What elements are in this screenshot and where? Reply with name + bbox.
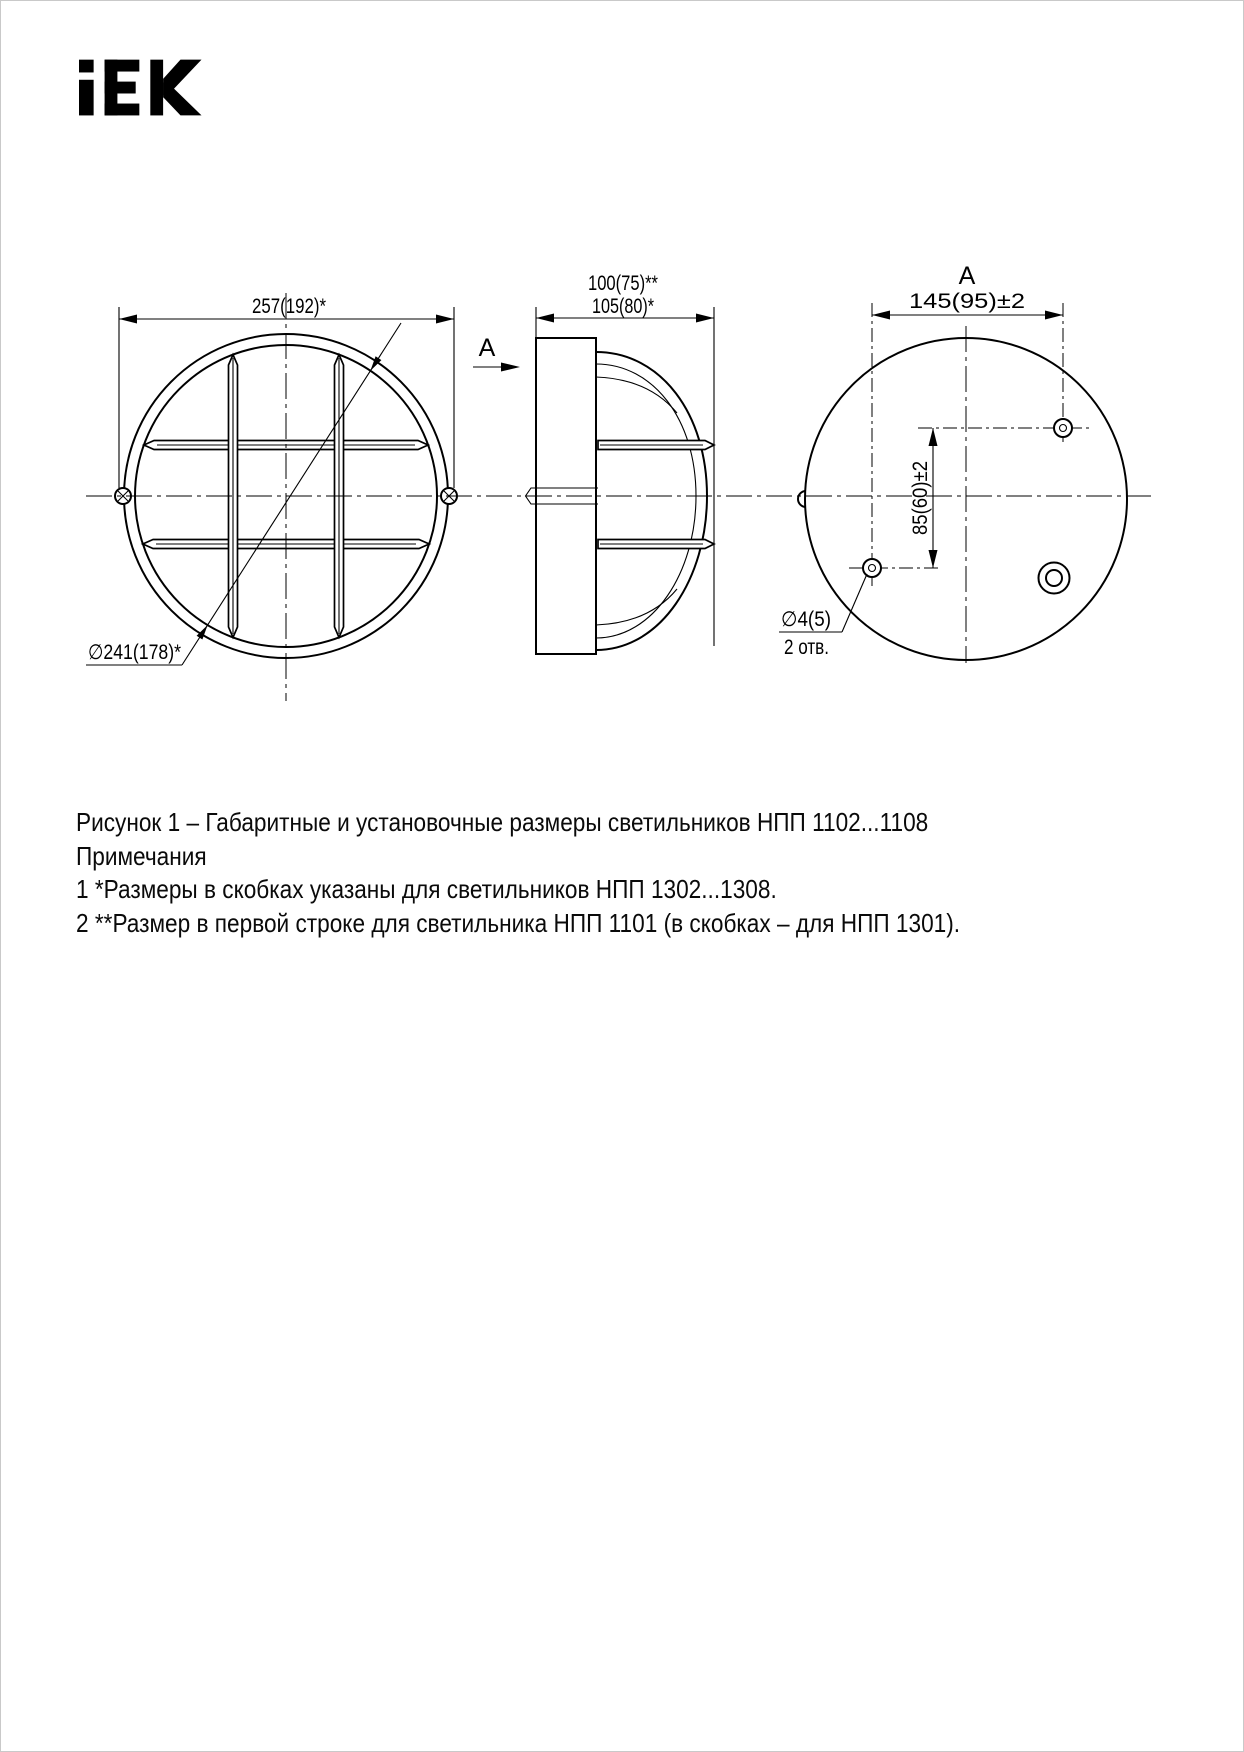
caption-note-2 [76,907,1156,941]
view-a-label: A [958,262,976,290]
side-depth-dim-label-2: 105(80)* [592,295,654,318]
front-dim-arrow-right [436,315,454,324]
caption-note-2-text: 2 **Размер в первой строке для светильника НПП 1101 (в скобках – для НПП 1301). [76,907,961,938]
view-a-hdim-arrow-left [872,311,890,320]
section-marker [473,334,520,372]
side-dome-glass-bottom [596,589,677,625]
view-a [779,262,1127,663]
caption-figure-text: Рисунок 1 – Габаритные и установочные размеры светильников НПП 1102...1108 [76,807,929,837]
figure-caption [76,806,1156,940]
front-dim-arrow-left [119,315,137,324]
view-a-lower-mounting-hole [863,559,881,577]
front-diameter-label: ∅241(178)* [88,641,181,664]
caption-notes-title [76,840,1156,874]
side-dim-arrow-right [696,314,714,323]
view-a-hole-spacing-label: 145(95)±2 [909,290,1025,313]
front-width-dim-label: 257(192)* [252,295,326,318]
view-a-hole-diameter-label: ∅4(5) [781,608,831,631]
caption-note-1-text: 1 *Размеры в скобках указаны для светильников НПП 1302...1308. [76,874,777,904]
view-a-hdim-arrow-right [1045,311,1063,320]
caption-figure-line [76,806,1156,840]
section-marker-arrow-icon [501,363,520,372]
view-a-vertical-spacing-label: 85(60)±2 [909,451,932,535]
view-a-upper-mounting-hole [1054,419,1072,437]
side-depth-dim-label-1: 100(75)** [588,272,658,295]
caption-note-1 [76,873,1156,907]
section-marker-label: A [478,334,496,362]
side-dome-outer [596,352,707,650]
side-dome-glass-top [596,377,677,413]
side-view [526,272,715,654]
side-dim-arrow-left [536,314,554,323]
caption-notes-title-text: Примечания [76,840,207,871]
view-a-holes-count-label: 2 отв. [784,636,829,659]
front-view [86,293,457,701]
